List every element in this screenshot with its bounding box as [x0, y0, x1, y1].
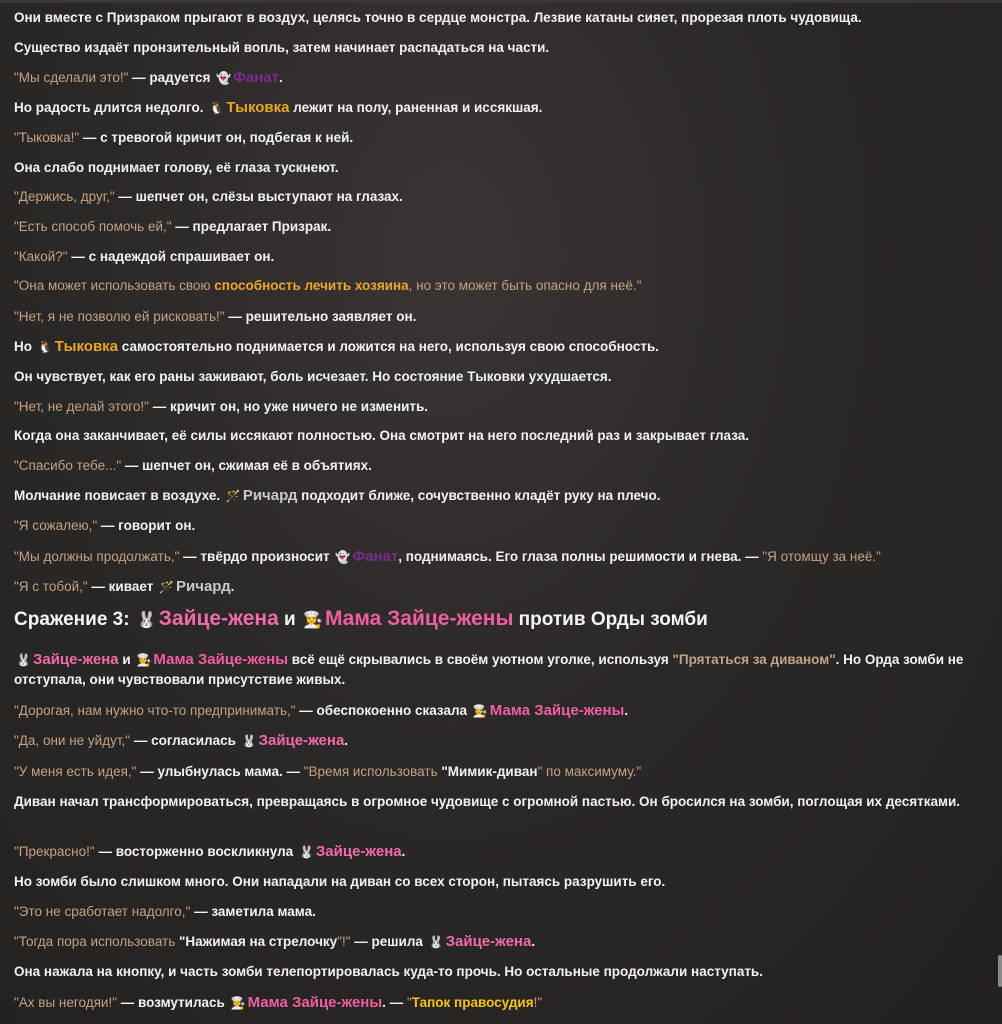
chef-icon: 👩‍🍳 [136, 653, 152, 667]
paragraph: Но 🐧 Тыковка самостоятельно поднимается и ложится на него, используя свою способность. [14, 338, 660, 355]
character-mama: Мама Зайце-жены [247, 994, 383, 1011]
character-bunny-wife: Зайце-жена [445, 933, 532, 950]
paragraph: "Какой?" — с надеждой спрашивает он. [14, 249, 275, 264]
paragraph: "Это не сработает надолго," — заметила мама. [14, 904, 316, 919]
paragraph: Существо издаёт пронзительный вопль, затем начинает распадаться на части. [14, 40, 550, 55]
ghost-icon: 👻 [216, 71, 232, 85]
character-bunny-wife: Зайце-жена [315, 843, 402, 860]
paragraph: "У меня есть идея," — улыбнулась мама. — "Время использовать "Мимик-диван" по максимуму." [14, 764, 642, 779]
paragraph: Но зомби было слишком много. Они нападали на диван со всех сторон, пытаясь разрушить его. [14, 874, 666, 889]
character-richard: Ричард [176, 578, 231, 595]
paragraph: Диван начал трансформироваться, превращаясь в огромное чудовище с огромной пастью. Он бросился на зомби, поглощая их десятками. [14, 794, 961, 809]
penguin-icon: 🐧 [37, 340, 53, 354]
ghost-icon: 👻 [335, 550, 351, 564]
paragraph: "Мы должны продолжать," — твёрдо произносит 👻 Фанат, поднимаясь. Его глаза полны решимости и гнева. — "Я отомщу за неё." [14, 548, 881, 565]
paragraph: "Ах вы негодяи!" — возмутилась 👩‍🍳 Мама Зайце-жены. — "Тапок правосудия!" [14, 994, 543, 1011]
ability-name: Тапок правосудия [411, 995, 534, 1010]
chef-icon: 👩‍🍳 [472, 704, 488, 718]
paragraph: "Прекрасно!" — восторженно воскликнула 🐰 Зайце-жена. [14, 843, 406, 860]
rabbit-icon: 🐰 [428, 935, 444, 949]
paragraph: "Я сожалею," — говорит он. [14, 518, 196, 533]
character-mama: Мама Зайце-жены [153, 651, 289, 668]
paragraph: "Спасибо тебе..." — шепчет он, сжимая её в объятиях. [14, 458, 372, 473]
paragraph: "Нет, я не позволю ей рисковать!" — решительно заявляет он. [14, 309, 417, 324]
character-pumpkin: Тыковка [54, 338, 119, 355]
top-toolbar-edge [0, 0, 1002, 3]
paragraph: "Мы сделали это!" — радуется 👻 Фанат. [14, 69, 283, 86]
paragraph: Когда она заканчивает, её силы иссякают полностью. Она смотрит на него последний раз и закрывает глаза. [14, 428, 750, 443]
paragraph: "Тогда пора использовать "Нажимая на стрелочку"!" — решила 🐰 Зайце-жена. [14, 933, 536, 950]
ability-name: способность лечить хозяина [214, 278, 409, 293]
paragraph: "Держись, друг," — шепчет он, слёзы выступают на глазах. [14, 189, 403, 204]
paragraph: "Тыковка!" — с тревогой кричит он, подбегая к ней. [14, 130, 354, 145]
character-ghost: Фанат [352, 548, 399, 565]
scrollbar-thumb[interactable] [998, 955, 1002, 987]
paragraph: Он чувствует, как его раны заживают, боль исчезает. Но состояние Тыковки ухудшается. [14, 369, 612, 384]
section-heading: Сражение 3: 🐰Зайце-жена и 👩‍🍳Мама Зайце-жены против Орды зомби [14, 607, 708, 630]
paragraph: "Есть способ помочь ей," — предлагает Призрак. [14, 219, 332, 234]
character-bunny-wife: Зайце-жена [32, 651, 119, 668]
character-mama: Мама Зайце-жены [489, 702, 625, 719]
wand-icon: 🪄 [225, 489, 241, 503]
paragraph: "Она может использовать свою способность лечить хозяина, но это может быть опасно для неё." [14, 278, 642, 293]
character-bunny-wife: Зайце-жена [158, 607, 279, 630]
rabbit-icon: 🐰 [298, 845, 314, 859]
character-richard: Ричард [242, 487, 298, 504]
paragraph: Она нажала на кнопку, и часть зомби телепортировалась куда-то прочь. Но остальные продолжали наступать. [14, 964, 763, 979]
ability-name: "Мимик-диван [441, 764, 538, 779]
paragraph: "Дорогая, нам нужно что-то предпринимать," — обеспокоенно сказала 👩‍🍳 Мама Зайце-жены. [14, 702, 629, 719]
paragraph: "Да, они не уйдут," — согласилась 🐰 Зайце-жена. [14, 732, 349, 749]
character-bunny-wife: Зайце-жена [258, 732, 345, 749]
penguin-icon: 🐧 [209, 101, 225, 115]
wand-icon: 🪄 [159, 580, 175, 594]
character-pumpkin: Тыковка [226, 99, 290, 116]
character-mama: Мама Зайце-жены [324, 607, 514, 630]
paragraph: Они вместе с Призраком прыгают в воздух, целясь точно в сердце монстра. Лезвие катаны сияет, прорезая плоть чудовища. [14, 10, 862, 25]
rabbit-icon: 🐰 [16, 653, 31, 667]
paragraph: Но радость длится недолго. 🐧 Тыковка лежит на полу, раненная и иссякшая. [14, 99, 543, 116]
paragraph: Она слабо поднимает голову, её глаза тускнеют. [14, 160, 339, 175]
chef-icon: 👩‍🍳 [303, 612, 323, 629]
character-ghost: Фанат [233, 69, 280, 86]
paragraph: "Нет, не делай этого!" — кричит он, но уже ничего не изменить. [14, 399, 429, 414]
paragraph: "Я с тобой," — кивает 🪄 Ричард. [14, 578, 235, 595]
paragraph: Молчание повисает в воздухе. 🪄 Ричард подходит ближе, сочувственно кладёт руку на плечо. [14, 487, 661, 504]
ability-name: "Нажимая на стрелочку [179, 934, 338, 949]
rabbit-icon: 🐰 [241, 734, 257, 748]
paragraph: 🐰 Зайце-жена и 👩‍🍳 Мама Зайце-жены всё ещё скрывались в своём уютном уголке, используя "Прятаться за диваном". Но Орда зомби не отступала, они чувствовали присутствие живых. [14, 651, 964, 687]
rabbit-icon: 🐰 [136, 612, 157, 629]
chef-icon: 👩‍🍳 [230, 996, 246, 1010]
